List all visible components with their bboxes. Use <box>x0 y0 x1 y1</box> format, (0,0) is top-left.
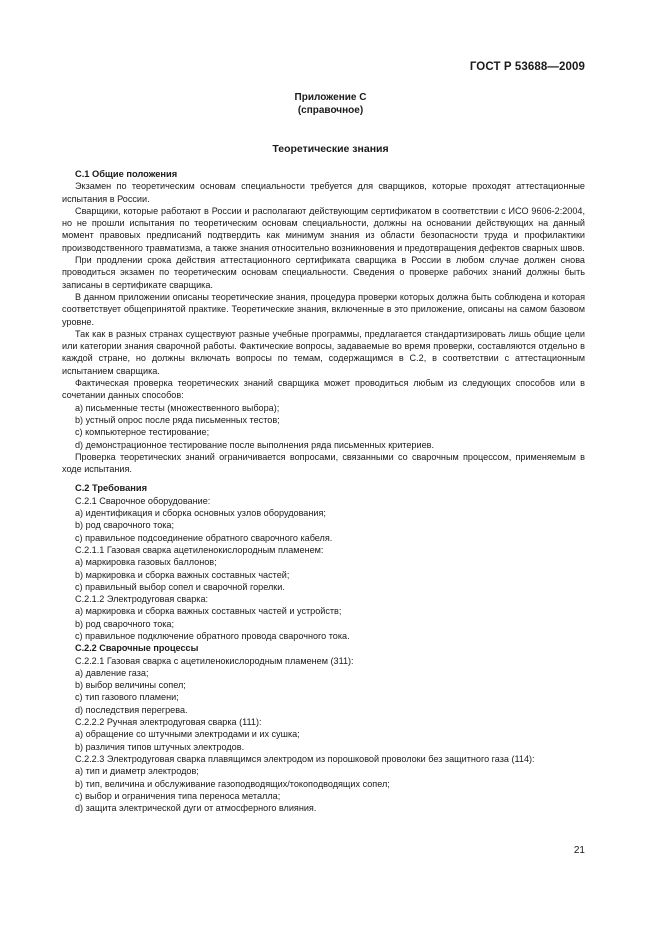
list-item: b) род сварочного тока; <box>75 618 175 629</box>
list-item: a) тип и диаметр электродов; <box>75 766 199 777</box>
subsection-heading: С.2.2 Сварочные процессы <box>75 643 199 654</box>
list-item: a) маркировка газовых баллонов; <box>75 557 217 568</box>
paragraph: Фактическая проверка теоретических знаний сварщика может проводиться любым из следующих способов или в сочетании данных способов: <box>62 378 585 401</box>
page-number: 21 <box>573 845 585 856</box>
subsection-title: С.2.2.2 Ручная электродуговая сварка (111): <box>75 717 262 728</box>
list-item: a) маркировка и сборка важных составных частей и устройств; <box>75 606 342 617</box>
subsection-title: С.2.2.3 Электродуговая сварка плавящимся электродом из порошковой проволоки без защитного газа (114): <box>75 753 535 764</box>
section-heading: С.2 Требования <box>75 483 148 494</box>
appendix-title: Приложение С <box>294 92 367 103</box>
list-item: c) правильное подсоединение обратного сварочного кабеля. <box>75 532 333 543</box>
list-item: b) устный опрос после ряда письменных тестов; <box>75 414 280 425</box>
list-item: a) обращение со штучными электродами и их сушка; <box>75 729 300 740</box>
section-heading: С.1 Общие положения <box>75 169 178 179</box>
list-item: d) демонстрационное тестирование после выполнения ряда письменных критериев. <box>75 439 434 450</box>
paragraph: Сварщики, которые работают в России и располагают действующим сертификатом в соответствии с ИСО 9606-2:2004, но не прошли испытания по теоретическим основам специальности, должны на основании действующих на данный момент правовых предписаний подтвердить как минимум знания из области безопасности труда и профилактики производственного травматизма, а также знания относительно возникновения и предотвращения дефектов сварных швов. <box>62 205 585 253</box>
list-item: d) последствия перегрева. <box>75 704 188 715</box>
list-item: a) идентификация и сборка основных узлов оборудования; <box>75 508 326 519</box>
paragraph: В данном приложении описаны теоретические знания, процедура проверки которых должна быть соблюдена и которая соответствует общепринятой практике. Теоретические знания, включенные в это приложение, описаны на самом базовом уровне. <box>62 291 585 327</box>
appendix-subtitle: (справочное) <box>297 105 364 116</box>
list-item: c) компьютерное тестирование; <box>75 427 210 438</box>
document-body <box>62 168 585 814</box>
subsection-title: С.2.1.2 Электродуговая сварка: <box>75 594 209 605</box>
standard-code: ГОСТ Р 53688—2009 <box>469 61 585 73</box>
list-item: b) тип, величина и обслуживание газоподводящих/токоподводящих сопел; <box>75 778 390 789</box>
list-item: b) различия типов штучных электродов. <box>75 741 245 752</box>
list-item: b) род сварочного тока; <box>75 520 175 531</box>
subsection-title: С.2.1 Сварочное оборудование: <box>75 495 211 506</box>
list-item: c) правильный выбор сопел и сварочной горелки. <box>75 581 285 592</box>
list-item: c) правильное подключение обратного провода сварочного тока. <box>75 630 350 641</box>
list-item: c) выбор и ограничения типа переноса металла; <box>75 790 281 801</box>
list-item: c) тип газового пламени; <box>75 692 179 703</box>
list-item: d) защита электрической дуги от атмосферного влияния. <box>75 803 317 814</box>
paragraph: Так как в разных странах существуют разные учебные программы, предлагается стандартизировать лишь общие цели или категории знания сварочной работы. Фактические вопросы, задаваемые во время проверки, составляются отдельно в каждой стране, но должны включать вопросы по темам, содержащимся в С.2, в соответствии с аттестационным испытанием сварщика. <box>62 328 585 376</box>
subsection-title: С.2.1.1 Газовая сварка ацетиленокислородным пламенем: <box>75 544 324 555</box>
appendix-heading <box>0 91 661 117</box>
list-item: b) выбор величины сопел; <box>75 680 186 691</box>
list-item: a) давление газа; <box>75 667 149 678</box>
list-item: b) маркировка и сборка важных составных частей; <box>75 569 290 580</box>
list-item: a) письменные тесты (множественного выбора); <box>75 402 280 413</box>
paragraph: При продлении срока действия аттестационного сертификата сварщика в России в любом случае должен снова проводиться экзамен по теоретическим основам специальности. Сведения о проверке рабочих знаний должны быть записаны в сертификате сварщика. <box>62 255 585 290</box>
document-title: Теоретические знания <box>272 143 389 155</box>
paragraph: Проверка теоретических знаний ограничивается вопросами, связанными со сварочным процессом, применяемым в ходе испытания. <box>62 451 585 475</box>
paragraph: Экзамен по теоретическим основам специальности требуется для сварщиков, которые проходят аттестационные испытания в России. <box>62 181 585 204</box>
subsection-title: С.2.2.1 Газовая сварка с ацетиленокислородным пламенем (311): <box>75 655 354 666</box>
